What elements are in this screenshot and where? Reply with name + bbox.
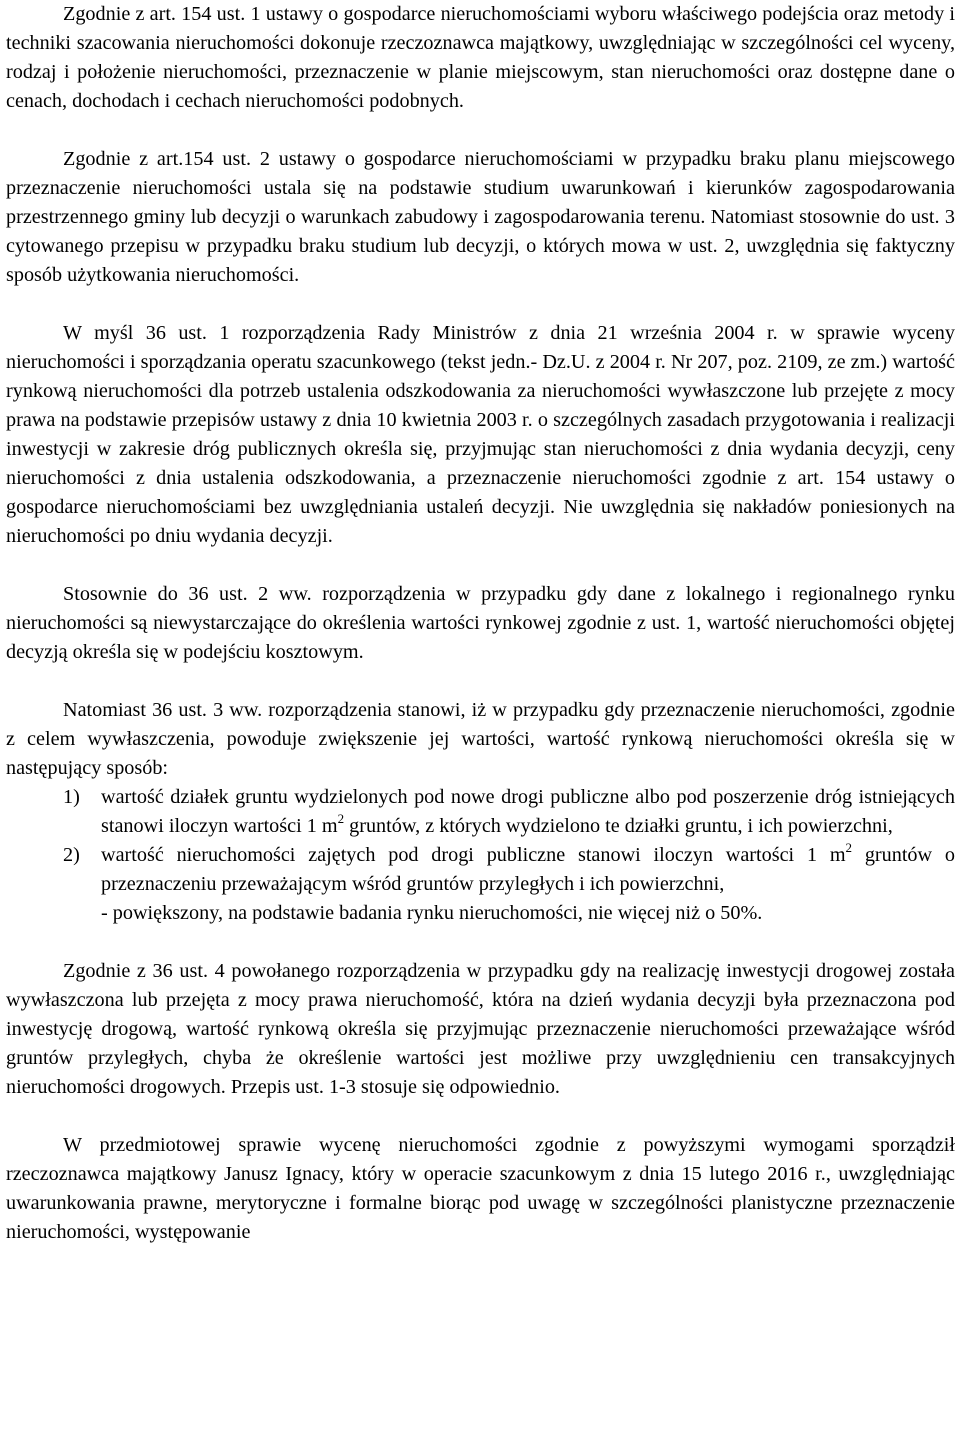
valuation-rules-list — [6, 783, 955, 928]
paragraph-case-valuation: W przedmiotowej sprawie wycenę nieruchomości zgodnie z powyższymi wymogami sporządził rzeczoznawca majątkowy Janusz Ignacy, który w operacie szacunkowym z dnia 15 lutego 2016 r., uwzględniając uwarunkowania prawne, merytoryczne i formalne biorąc pod uwagę w szczególności planistyczne przeznaczenie nieruchomości, występowanie — [6, 1134, 955, 1243]
paragraph-art154-ust2: Zgodnie z art.154 ust. 2 ustawy o gospodarce nieruchomościami w przypadku braku planu miejscowego przeznaczenie nieruchomości ustala się na podstawie studium uwarunkowań i kierunków zagospodarowania przestrzennego gminy lub decyzji o warunkach zabudowy i zagospodarowania terenu. Natomiast stosownie do ust. 3 cytowanego przepisu w przypadku braku studium lub decyzji, o których mowa w ust. 2, uwzględnia się faktyczny sposób użytkowania nieruchomości. — [6, 148, 955, 286]
list-item-text: wartość nieruchomości zajętych pod drogi publiczne stanowi iloczyn wartości 1 $m^2$ gruntów o przeznaczeniu przeważającym wśród gruntów przyległych i ich powierzchni, — [101, 840, 955, 895]
list-item-number: 1) — [63, 786, 80, 808]
document-page — [6, 0, 955, 1247]
paragraph-36-ust1: W myśl 36 ust. 1 rozporządzenia Rady Ministrów z dnia 21 września 2004 r. w sprawie wyceny nieruchomości i sporządzania operatu szacunkowego (tekst jedn.- Dz.U. z 2004 r. Nr 207, poz. 2109, ze zm.) wartość rynkową nieruchomości dla potrzeb ustalenia odszkodowania za nieruchomości wywłaszczone lub przejęte z mocy prawa na podstawie przepisów ustawy z dnia 10 kwietnia 2003 r. o szczególnych zasadach przygotowania i realizacji inwestycji w zakresie dróg publicznych określa się, przyjmując stan nieruchomości z dnia wydania decyzji, ceny nieruchomości z dnia ustalenia odszkodowania, a przeznaczenie nieruchomości zgodnie z art. 154 ustawy o gospodarce nieruchomościami bez uwzględniania ustaleń decyzji. Nie uwzględnia się nakładów poniesionych na nieruchomości po dniu wydania decyzji. — [6, 322, 955, 547]
superscript: 2 — [845, 840, 853, 855]
list-item — [6, 841, 955, 899]
list-sub-note: - powiększony, na podstawie badania rynku nieruchomości, nie więcej niż o 50%. — [101, 902, 763, 924]
paragraph-36-ust3: Natomiast 36 ust. 3 ww. rozporządzenia stanowi, iż w przypadku gdy przeznaczenie nieruchomości, zgodnie z celem wywłaszczenia, powoduje zwiększenie jej wartości, wartość rynkową nieruchomości określa się w następujący sposób: — [6, 699, 955, 779]
paragraph-36-ust2: Stosownie do 36 ust. 2 ww. rozporządzenia w przypadku gdy dane z lokalnego i regionalnego rynku nieruchomości są niewystarczające do określenia wartości rynkowej zgodnie z ust. 1, wartość nieruchomości objętej decyzją określa się w podejściu kosztowym. — [6, 583, 955, 663]
paragraph-art154-ust1: Zgodnie z art. 154 ust. 1 ustawy o gospodarce nieruchomościami wyboru właściwego podejścia oraz metody i techniki szacowania nieruchomości dokonuje rzeczoznawca majątkowy, uwzględniając w szczególności cel wyceny, rodzaj i położenie nieruchomości, przeznaczenie w planie miejscowym, stan nieruchomości oraz dostępne dane o cenach, dochodach i cechach nieruchomości podobnych. — [6, 3, 955, 112]
list-item — [6, 783, 955, 841]
list-item-number: 2) — [63, 844, 80, 866]
superscript: 2 — [337, 811, 345, 826]
paragraph-36-ust4: Zgodnie z 36 ust. 4 powołanego rozporządzenia w przypadku gdy na realizację inwestycji drogowej została wywłaszczona lub przejęta z mocy prawa nieruchomość, która na dzień wydania decyzji była przeznaczona pod inwestycję drogową, wartość rynkową określa się przyjmując przeznaczenie nieruchomości przeważające wśród gruntów przyległych, chyba że określenie wartości jest możliwe przy uwzględnieniu cen transakcyjnych nieruchomości drogowych. Przepis ust. 1-3 stosuje się odpowiednio. — [6, 960, 955, 1098]
list-item-text: wartość działek gruntu wydzielonych pod nowe drogi publiczne albo pod poszerzenie dróg istniejących stanowi iloczyn wartości 1 $m^2$ gruntów, z których wydzielono te działki gruntu, i ich powierzchni, — [101, 786, 955, 837]
